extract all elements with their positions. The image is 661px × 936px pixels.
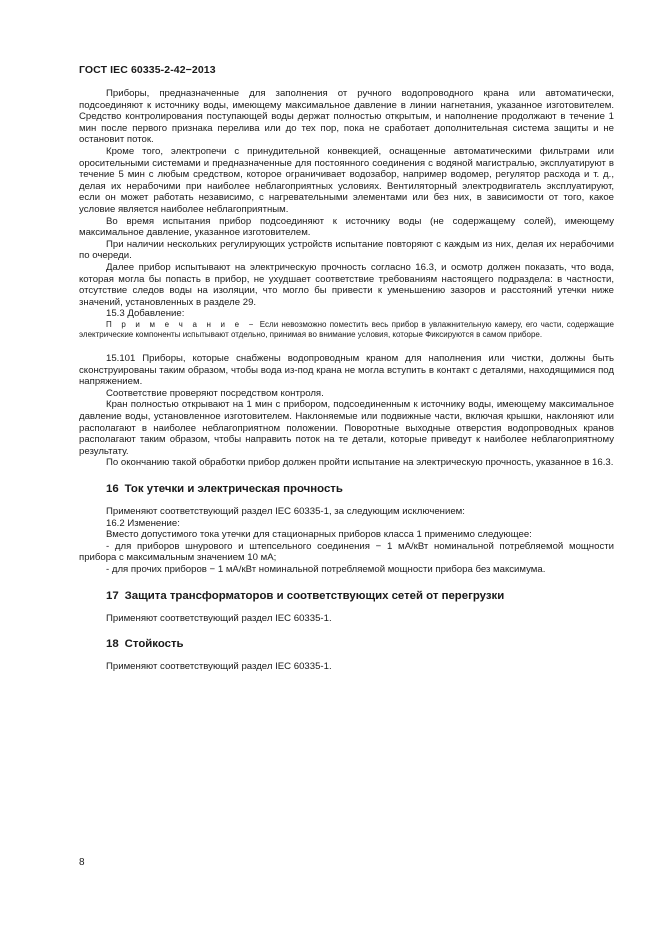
- section-16-heading: [79, 482, 614, 496]
- paragraph: Кран полностью открывают на 1 мин с прибором, подсоединенным к источнику воды, имеющему максимальное давление воды, установленное изготовителем. Наклоняемые или подвижные части, включая крышки, наклоняют или располагают в наиболее неблагоприятном положении. Поворотные выходные отверстия водопроводных кранов располагают таким образом, чтобы направить поток на те детали, которые приведут к наиболее неблагоприятному результату.: [79, 399, 614, 457]
- paragraph: 16.2 Изменение:: [106, 517, 180, 529]
- document-body: [79, 88, 614, 673]
- section-number: 18: [106, 638, 119, 651]
- note-text: Если невозможно поместить весь прибор в увлажнительную камеру, его части, содержащие электрические компоненты испытывают отдельно, принимая во внимание условия, которые Фиксируются в самом приборе.: [79, 319, 614, 340]
- section-title: Защита трансформаторов и соответствующих сетей от перегрузки: [124, 589, 505, 602]
- standard-header: ГОСТ IEC 60335-2-42−2013: [79, 64, 216, 76]
- paragraph: Вместо допустимого тока утечки для стационарных приборов класса 1 применимо следующее:: [106, 529, 532, 541]
- section-17-heading: [79, 589, 614, 603]
- section-title: Стойкость: [124, 638, 184, 651]
- paragraph: По окончанию такой обработки прибор должен пройти испытание на электрическую прочность, указанное в 16.3.: [106, 457, 614, 469]
- paragraph: 15.101 Приборы, которые снабжены водопроводным краном для наполнения или чистки, должны быть сконструированы таким образом, чтобы вода из-под крана не могла вступить в контакт с деталями, находящимися под напряжением.: [79, 353, 614, 388]
- paragraph: - для прочих приборов − 1 мА/кВт номинальной потребляемой мощности прибора без максимума.: [106, 563, 546, 575]
- section-number: 16: [106, 483, 119, 495]
- spacer: [79, 341, 614, 353]
- section-title: Ток утечки и электрическая прочность: [124, 483, 343, 495]
- paragraph: Применяют соответствующий раздел IEC 60335-1, за следующим исключением:: [106, 506, 465, 517]
- paragraph: Далее прибор испытывают на электрическую прочность согласно 16.3, и осмотр должен показать, что вода, которая могла бы попасть в прибор, не ухудшает соответствие требованиям настоящего подраздела: в частности, отсутствие следов воды на изоляции, что могло бы привести к уменьшению зазоров и расстояний утечки ниже значений, установленных в разделе 29.: [79, 261, 614, 308]
- paragraph: Соответствие проверяют посредством контроля.: [106, 387, 324, 399]
- paragraph: Применяют соответствующий раздел IEC 60335-1.: [106, 661, 332, 673]
- section-number: 17: [106, 589, 119, 602]
- paragraph: - для приборов шнурового и штепсельного соединения − 1 мА/кВт номинальной потребляемой мощности прибора с максимальным значением 10 мА;: [79, 540, 614, 564]
- paragraph: 15.3 Добавление:: [106, 308, 185, 320]
- paragraph: Во время испытания прибор подсоединяют к источнику воды (не содержащему солей), имеющему максимальное давление, указанное изготовителем.: [79, 215, 614, 239]
- paragraph: Применяют соответствующий раздел IEC 60335-1.: [106, 612, 332, 624]
- paragraph: При наличии нескольких регулирующих устройств испытание повторяют с каждым из них, делая их нерабочими по очереди.: [79, 238, 614, 262]
- page-number: 8: [79, 857, 85, 868]
- note: [79, 320, 614, 341]
- section-18-heading: [79, 637, 614, 651]
- note-label: П р и м е ч а н и е −: [106, 319, 257, 329]
- paragraph: Кроме того, электропечи с принудительной конвекцией, оснащенные автоматическими фильтрами или оросительными системами и предназначенные для постоянного соединения с водяной магистралью, эксплуатируют в течение 5 мин с любым средством, которое ограничивает водозабор, например водомер, регулятор расхода и т. д., делая их нерабочими при наиболее неблагоприятных условиях. Вентиляторный электродвигатель эксплуатируют, если он может работать независимо, с нагревательными элементами или без них, в зависимости от того, какое условие является наиболее неблагоприятным.: [79, 145, 614, 215]
- paragraph: Приборы, предназначенные для заполнения от ручного водопроводного крана или автоматически, подсоединяют к источнику воды, имеющему максимальное давление в линии нагнетания, указанное изготовителем. Средство контролирования поступающей воды держат полностью открытым, и наполнение продолжают в течение 1 мин после первого признака перелива или до тех пор, пока не сработает дополнительная система защиты и не остановит поток.: [79, 88, 614, 146]
